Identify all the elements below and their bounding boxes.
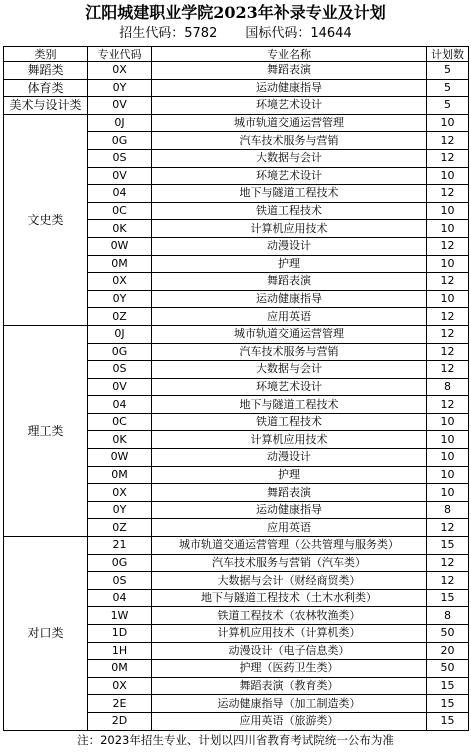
code-cell: 0C xyxy=(88,413,152,431)
category-cell: 对口类 xyxy=(4,537,88,731)
plan-cell: 5 xyxy=(427,79,469,97)
plan-cell: 12 xyxy=(427,325,469,343)
plan-cell: 15 xyxy=(427,537,469,555)
name-cell: 应用英语 xyxy=(152,308,427,326)
name-cell: 环境艺术设计 xyxy=(152,378,427,396)
plan-cell: 5 xyxy=(427,97,469,115)
name-cell: 汽车技术服务与营销 xyxy=(152,132,427,150)
table-row xyxy=(4,325,469,343)
name-cell: 护理（医药卫生类） xyxy=(152,660,427,678)
category-cell: 体育类 xyxy=(4,79,88,97)
national-code: 国标代码：14644 xyxy=(245,26,352,41)
code-cell: 04 xyxy=(88,589,152,607)
name-cell: 计算机应用技术 xyxy=(152,431,427,449)
plan-cell: 10 xyxy=(427,167,469,185)
code-cell: 0V xyxy=(88,167,152,185)
code-cell: 0K xyxy=(88,431,152,449)
code-cell: 0V xyxy=(88,378,152,396)
code-cell: 0S xyxy=(88,149,152,167)
name-cell: 舞蹈表演 xyxy=(152,62,427,80)
category-cell: 理工类 xyxy=(4,325,88,536)
plan-cell: 12 xyxy=(427,554,469,572)
code-cell: 0K xyxy=(88,220,152,238)
category-cell: 舞蹈类 xyxy=(4,62,88,80)
plan-cell: 8 xyxy=(427,607,469,625)
plan-cell: 15 xyxy=(427,695,469,713)
name-cell: 应用英语（旅游类） xyxy=(152,712,427,730)
plan-cell: 12 xyxy=(427,361,469,379)
code-cell: 0W xyxy=(88,449,152,467)
name-cell: 舞蹈表演 xyxy=(152,484,427,502)
plan-cell: 12 xyxy=(427,519,469,537)
code-cell: 1D xyxy=(88,625,152,643)
plan-cell: 10 xyxy=(427,114,469,132)
table-header-row xyxy=(4,47,469,62)
name-cell: 地下与隧道工程技术 xyxy=(152,185,427,203)
plan-cell: 8 xyxy=(427,501,469,519)
plan-cell: 50 xyxy=(427,660,469,678)
code-cell: 0M xyxy=(88,255,152,273)
plan-cell: 10 xyxy=(427,466,469,484)
name-cell: 城市轨道交通运营管理 xyxy=(152,325,427,343)
plan-cell: 50 xyxy=(427,625,469,643)
code-cell: 0X xyxy=(88,62,152,80)
code-cell: 0Y xyxy=(88,79,152,97)
table-row xyxy=(4,97,469,115)
plan-cell: 10 xyxy=(427,449,469,467)
name-cell: 地下与隧道工程技术（土木水利类） xyxy=(152,589,427,607)
plan-cell: 12 xyxy=(427,237,469,255)
plan-cell: 12 xyxy=(427,343,469,361)
name-cell: 铁道工程技术 xyxy=(152,413,427,431)
name-cell: 动漫设计 xyxy=(152,237,427,255)
name-cell: 应用英语 xyxy=(152,519,427,537)
name-cell: 运动健康指导 xyxy=(152,501,427,519)
name-cell: 大数据与会计（财经商贸类） xyxy=(152,572,427,590)
code-cell: 0Z xyxy=(88,519,152,537)
name-cell: 计算机应用技术 xyxy=(152,220,427,238)
name-cell: 舞蹈表演（教育类） xyxy=(152,677,427,695)
plan-cell: 15 xyxy=(427,677,469,695)
code-cell: 0G xyxy=(88,554,152,572)
code-cell: 0M xyxy=(88,466,152,484)
name-cell: 环境艺术设计 xyxy=(152,167,427,185)
plan-cell: 12 xyxy=(427,572,469,590)
code-cell: 0J xyxy=(88,114,152,132)
name-cell: 舞蹈表演 xyxy=(152,273,427,291)
plan-table xyxy=(3,46,469,731)
header-code: 专业代码 xyxy=(88,47,152,62)
plan-cell: 8 xyxy=(427,378,469,396)
code-cell: 0M xyxy=(88,660,152,678)
plan-cell: 10 xyxy=(427,255,469,273)
plan-cell: 5 xyxy=(427,62,469,80)
plan-cell: 15 xyxy=(427,589,469,607)
table-row xyxy=(4,62,469,80)
name-cell: 运动健康指导 xyxy=(152,79,427,97)
plan-cell: 12 xyxy=(427,132,469,150)
plan-cell: 10 xyxy=(427,220,469,238)
table-row xyxy=(4,79,469,97)
code-cell: 04 xyxy=(88,396,152,414)
table-row xyxy=(4,537,469,555)
name-cell: 铁道工程技术（农林牧渔类） xyxy=(152,607,427,625)
category-cell: 美术与设计类 xyxy=(4,97,88,115)
page-title: 江阳城建职业学院2023年补录专业及计划 xyxy=(85,3,386,22)
code-cell: 0Z xyxy=(88,308,152,326)
code-cell: 21 xyxy=(88,537,152,555)
plan-cell: 10 xyxy=(427,413,469,431)
name-cell: 大数据与会计 xyxy=(152,149,427,167)
plan-cell: 10 xyxy=(427,202,469,220)
plan-cell: 10 xyxy=(427,290,469,308)
code-cell: 1H xyxy=(88,642,152,660)
code-cell: 0S xyxy=(88,361,152,379)
name-cell: 护理 xyxy=(152,466,427,484)
code-cell: 0V xyxy=(88,97,152,115)
code-cell: 2E xyxy=(88,695,152,713)
code-cell: 0X xyxy=(88,484,152,502)
code-cell: 0X xyxy=(88,677,152,695)
code-line xyxy=(0,25,471,43)
enrollment-code: 招生代码：5782 xyxy=(119,26,218,41)
name-cell: 汽车技术服务与营销 xyxy=(152,343,427,361)
code-cell: 0G xyxy=(88,132,152,150)
code-cell: 0Y xyxy=(88,290,152,308)
header-category: 类别 xyxy=(4,47,88,62)
name-cell: 运动健康指导 xyxy=(152,290,427,308)
name-cell: 运动健康指导（加工制造类） xyxy=(152,695,427,713)
table-row xyxy=(4,114,469,132)
footnote: 注：2023年招生专业、计划以四川省教育考试院统一公布为准 xyxy=(77,733,394,747)
plan-cell: 10 xyxy=(427,431,469,449)
code-cell: 0W xyxy=(88,237,152,255)
name-cell: 计算机应用技术（计算机类） xyxy=(152,625,427,643)
name-cell: 环境艺术设计 xyxy=(152,97,427,115)
header-name: 专业名称 xyxy=(152,47,427,62)
name-cell: 动漫设计（电子信息类） xyxy=(152,642,427,660)
name-cell: 大数据与会计 xyxy=(152,361,427,379)
plan-cell: 12 xyxy=(427,273,469,291)
plan-cell: 12 xyxy=(427,308,469,326)
code-cell: 0X xyxy=(88,273,152,291)
code-cell: 0G xyxy=(88,343,152,361)
code-cell: 04 xyxy=(88,185,152,203)
plan-cell: 12 xyxy=(427,396,469,414)
plan-cell: 12 xyxy=(427,149,469,167)
code-cell: 1W xyxy=(88,607,152,625)
name-cell: 地下与隧道工程技术 xyxy=(152,396,427,414)
plan-cell: 20 xyxy=(427,642,469,660)
header-plan: 计划数 xyxy=(427,47,469,62)
name-cell: 城市轨道交通运营管理（公共管理与服务类） xyxy=(152,537,427,555)
plan-cell: 12 xyxy=(427,185,469,203)
code-cell: 2D xyxy=(88,712,152,730)
plan-cell: 15 xyxy=(427,712,469,730)
code-cell: 0J xyxy=(88,325,152,343)
name-cell: 护理 xyxy=(152,255,427,273)
category-cell: 文史类 xyxy=(4,114,88,325)
name-cell: 动漫设计 xyxy=(152,449,427,467)
name-cell: 城市轨道交通运营管理 xyxy=(152,114,427,132)
plan-cell: 10 xyxy=(427,484,469,502)
name-cell: 汽车技术服务与营销（汽车类） xyxy=(152,554,427,572)
name-cell: 铁道工程技术 xyxy=(152,202,427,220)
code-cell: 0Y xyxy=(88,501,152,519)
code-cell: 0S xyxy=(88,572,152,590)
code-cell: 0C xyxy=(88,202,152,220)
